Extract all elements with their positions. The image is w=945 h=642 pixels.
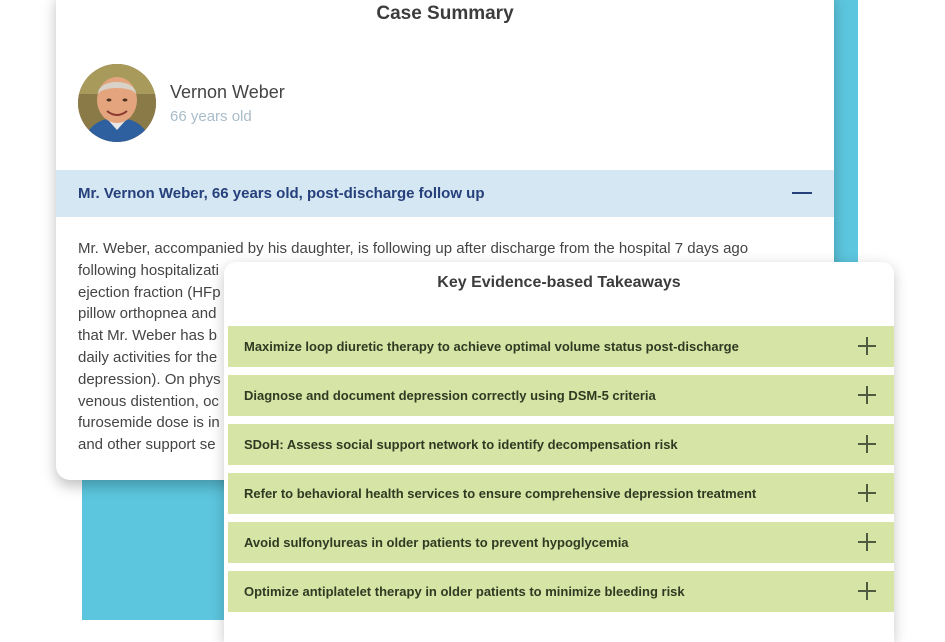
plus-icon[interactable]: [858, 337, 876, 355]
takeaway-item[interactable]: [228, 375, 894, 416]
takeaways-card: [224, 262, 894, 642]
summary-line: following hospitalizati: [78, 261, 219, 279]
takeaway-label: SDoH: Assess social support network to identify decompensation risk: [244, 437, 678, 452]
summary-line: that Mr. Weber has b: [78, 327, 217, 345]
patient-age: 66 years old: [170, 108, 252, 125]
takeaway-item[interactable]: [228, 473, 894, 514]
decorative-teal-bar: [833, 0, 858, 262]
takeaway-label: Avoid sulfonylureas in older patients to prevent hypoglycemia: [244, 535, 629, 550]
takeaway-item[interactable]: [228, 424, 894, 465]
case-summary-title: Case Summary: [376, 3, 514, 24]
case-section-header[interactable]: [56, 170, 834, 217]
summary-line: daily activities for the: [78, 348, 218, 366]
plus-icon[interactable]: [858, 582, 876, 600]
summary-line: furosemide dose is in: [78, 414, 220, 432]
decorative-teal-block: [82, 470, 232, 620]
takeaway-item[interactable]: [228, 571, 894, 612]
takeaway-label: Optimize antiplatelet therapy in older patients to minimize bleeding risk: [244, 584, 685, 599]
patient-name: Vernon Weber: [170, 82, 285, 102]
plus-icon[interactable]: [858, 435, 876, 453]
summary-line: venous distention, oc: [78, 392, 219, 410]
takeaway-item[interactable]: [228, 326, 894, 367]
case-section-title: Mr. Vernon Weber, 66 years old, post-discharge follow up: [78, 185, 485, 202]
takeaway-label: Refer to behavioral health services to ensure comprehensive depression treatment: [244, 486, 757, 501]
plus-icon[interactable]: [858, 533, 876, 551]
plus-icon[interactable]: [858, 484, 876, 502]
summary-line: ejection fraction (HFp: [78, 283, 221, 301]
takeaways-title: Key Evidence-based Takeaways: [437, 274, 681, 291]
patient-avatar: [78, 64, 156, 142]
summary-line: pillow orthopnea and: [78, 305, 217, 323]
summary-line: and other support se: [78, 436, 216, 454]
summary-line: Mr. Weber, accompanied by his daughter, is following up after discharge from the hospital 7 days ago: [78, 240, 749, 257]
summary-line: depression). On phys: [78, 370, 221, 388]
plus-icon[interactable]: [858, 386, 876, 404]
takeaway-label: Maximize loop diuretic therapy to achieve optimal volume status post-discharge: [244, 339, 739, 354]
takeaway-label: Diagnose and document depression correctly using DSM-5 criteria: [244, 388, 656, 403]
minus-icon[interactable]: [792, 192, 812, 194]
takeaway-item[interactable]: [228, 522, 894, 563]
